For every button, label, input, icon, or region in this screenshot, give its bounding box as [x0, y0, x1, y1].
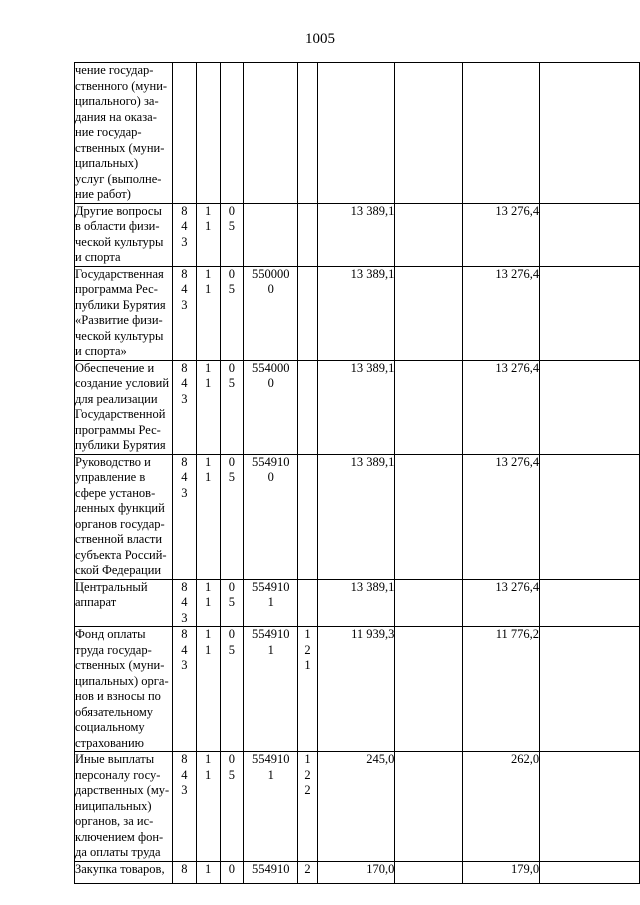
- item-name-line: Руководство и: [75, 454, 151, 469]
- item-name-line: ципальных) орга-: [75, 673, 169, 688]
- section-code-line: 1: [204, 470, 212, 484]
- amount-year-1: 13 389,1: [317, 579, 394, 627]
- amount-year-2: 13 276,4: [462, 579, 539, 627]
- item-name-line: нов и взносы по: [75, 689, 161, 703]
- item-name-line: дания на оказа-: [75, 109, 157, 124]
- subsection-code-line: 0: [228, 579, 236, 594]
- subsection-code-line: 0: [228, 752, 236, 766]
- subsection-code-line: 0: [228, 360, 236, 375]
- ministry-code: [172, 861, 196, 883]
- item-name-line: управление в: [75, 470, 146, 484]
- target-code-line: 554910: [251, 861, 290, 876]
- expense-type-code: [298, 360, 318, 454]
- ministry-code: [172, 627, 196, 752]
- target-code: [244, 627, 298, 752]
- subsection-code: [220, 266, 244, 360]
- item-name-line: ние работ): [75, 187, 131, 201]
- subsection-code: [220, 861, 244, 883]
- amount-year-2: 262,0: [462, 752, 539, 862]
- section-code-line: 1: [204, 579, 212, 594]
- section-code-line: 1: [204, 360, 212, 375]
- amount-year-1: 13 389,1: [317, 360, 394, 454]
- item-name-line: услуг (выполне-: [75, 171, 162, 186]
- amount-year-1: [317, 63, 394, 204]
- item-name-line: дарственных (му-: [75, 783, 170, 797]
- section-code-line: 1: [204, 203, 212, 218]
- section-code: [196, 861, 220, 883]
- subsection-code: [220, 752, 244, 862]
- ministry-code: [172, 579, 196, 627]
- target-code-line: 1: [267, 767, 274, 782]
- ministry-code-line: 8: [181, 203, 188, 218]
- item-name-line: чение государ-: [75, 63, 154, 77]
- subsection-code-line: 5: [228, 470, 236, 484]
- item-name-line: для реализации: [75, 391, 158, 406]
- section-code-line: 1: [204, 376, 212, 390]
- amount-year-1: 13 389,1: [317, 266, 394, 360]
- expense-type-code: [298, 454, 318, 579]
- section-code-line: 1: [204, 861, 212, 876]
- target-code-line: 554000: [251, 360, 290, 375]
- empty-cell: [395, 627, 462, 752]
- ministry-code-line: 8: [181, 360, 188, 375]
- ministry-code-line: 8: [181, 579, 188, 594]
- item-name-line: и спорта: [75, 250, 121, 264]
- item-name-line: ственных (муни-: [75, 140, 165, 155]
- ministry-code: [172, 454, 196, 579]
- empty-cell: [540, 266, 640, 360]
- section-code-line: 1: [204, 767, 212, 782]
- subsection-code-line: 5: [228, 376, 236, 390]
- section-code-line: 1: [204, 752, 212, 766]
- target-code: [244, 861, 298, 883]
- amount-year-2: [462, 63, 539, 204]
- target-code-line: 0: [267, 282, 274, 296]
- item-name-line: Государственная: [75, 266, 164, 281]
- item-name-line: Государственной: [75, 407, 166, 421]
- section-code: [196, 752, 220, 862]
- section-code: [196, 454, 220, 579]
- target-code: [244, 454, 298, 579]
- section-code: [196, 266, 220, 360]
- target-code-line: 554910: [251, 627, 290, 641]
- ministry-code-line: 3: [181, 658, 188, 672]
- subsection-code-line: 5: [228, 767, 236, 782]
- item-name-line: социальному: [75, 720, 145, 734]
- subsection-code-line: 5: [228, 219, 236, 233]
- amount-year-2: 13 276,4: [462, 266, 539, 360]
- section-code: [196, 579, 220, 627]
- empty-cell: [540, 203, 640, 266]
- item-name: [75, 627, 173, 752]
- empty-cell: [395, 63, 462, 204]
- item-name-line: ленных функций: [75, 501, 165, 515]
- section-code: [196, 360, 220, 454]
- item-name-line: создание условий: [75, 376, 170, 390]
- ministry-code-line: 3: [181, 391, 188, 406]
- subsection-code: [220, 579, 244, 627]
- empty-cell: [540, 454, 640, 579]
- item-name-line: ниципальных): [75, 798, 152, 813]
- ministry-code: [172, 63, 196, 204]
- target-code-line: 554910: [251, 454, 290, 469]
- empty-cell: [395, 266, 462, 360]
- ministry-code-line: 3: [181, 610, 188, 625]
- item-name-line: программа Рес-: [75, 282, 158, 296]
- amount-year-1: 245,0: [317, 752, 394, 862]
- target-code: [244, 752, 298, 862]
- ministry-code-line: 8: [181, 752, 188, 766]
- target-code: [244, 63, 298, 204]
- target-code-line: 554910: [251, 579, 290, 594]
- item-name-line: Центральный: [75, 579, 148, 594]
- subsection-code: [220, 203, 244, 266]
- empty-cell: [540, 627, 640, 752]
- ministry-code-line: 4: [181, 470, 188, 484]
- item-name-line: Закупка товаров,: [75, 861, 165, 876]
- table-row: [75, 63, 640, 204]
- target-code: [244, 579, 298, 627]
- item-name-line: Фонд оплаты: [75, 627, 146, 641]
- item-name-line: публики Бурятия: [75, 438, 166, 452]
- item-name: [75, 454, 173, 579]
- empty-cell: [540, 360, 640, 454]
- target-code-line: 1: [267, 595, 274, 609]
- ministry-code-line: 3: [181, 485, 188, 500]
- section-code: [196, 627, 220, 752]
- ministry-code-line: 8: [181, 454, 188, 469]
- table-row: [75, 454, 640, 579]
- item-name-line: персоналу госу-: [75, 767, 161, 782]
- target-code-line: 0: [267, 376, 274, 390]
- item-name: [75, 203, 173, 266]
- item-name-line: в области физи-: [75, 219, 160, 233]
- amount-year-1: 170,0: [317, 861, 394, 883]
- subsection-code: [220, 63, 244, 204]
- expense-type-code-line: 1: [304, 627, 311, 641]
- amount-year-1: 13 389,1: [317, 454, 394, 579]
- target-code: [244, 360, 298, 454]
- subsection-code-line: 5: [228, 642, 236, 657]
- empty-cell: [540, 579, 640, 627]
- table-row: [75, 203, 640, 266]
- ministry-code-line: 4: [181, 282, 188, 296]
- expense-type-code: [298, 579, 318, 627]
- item-name-line: ской Федерации: [75, 563, 162, 577]
- table-row: [75, 360, 640, 454]
- empty-cell: [540, 752, 640, 862]
- item-name-line: труда государ-: [75, 642, 152, 657]
- item-name-line: ственных (муни-: [75, 658, 165, 672]
- ministry-code: [172, 360, 196, 454]
- target-code-line: 550000: [251, 266, 290, 281]
- ministry-code: [172, 203, 196, 266]
- item-name-line: «Развитие физи-: [75, 313, 163, 327]
- item-name: [75, 360, 173, 454]
- subsection-code-line: 0: [228, 454, 236, 469]
- expense-type-code-line: 1: [304, 658, 311, 672]
- ministry-code-line: 3: [181, 234, 188, 249]
- section-code-line: 1: [204, 266, 212, 281]
- item-name-line: ципального) за-: [75, 94, 159, 108]
- subsection-code: [220, 454, 244, 579]
- subsection-code-line: 5: [228, 282, 236, 296]
- item-name-line: и спорта»: [75, 344, 127, 358]
- amount-year-2: 13 276,4: [462, 203, 539, 266]
- subsection-code: [220, 360, 244, 454]
- item-name-line: органов, за ис-: [75, 814, 154, 828]
- ministry-code-line: 3: [181, 783, 188, 797]
- item-name: [75, 752, 173, 862]
- target-code-line: 0: [267, 470, 274, 484]
- ministry-code: [172, 266, 196, 360]
- expense-type-code: [298, 861, 318, 883]
- item-name: [75, 63, 173, 204]
- amount-year-1: 11 939,3: [317, 627, 394, 752]
- item-name-line: ческой культуры: [75, 234, 164, 249]
- item-name-line: органов государ-: [75, 516, 165, 531]
- empty-cell: [395, 360, 462, 454]
- amount-year-2: 13 276,4: [462, 454, 539, 579]
- expense-type-code-line: 1: [304, 752, 311, 766]
- ministry-code-line: 4: [181, 219, 188, 233]
- amount-year-2: 179,0: [462, 861, 539, 883]
- ministry-code-line: 4: [181, 376, 188, 390]
- section-code-line: 1: [204, 219, 212, 233]
- target-code-line: 1: [267, 642, 274, 657]
- target-code-line: 554910: [251, 752, 290, 766]
- empty-cell: [395, 752, 462, 862]
- item-name-line: субъекта Россий-: [75, 547, 167, 562]
- table-row: [75, 752, 640, 862]
- item-name-line: да оплаты труда: [75, 845, 161, 859]
- section-code-line: 1: [204, 595, 212, 609]
- item-name-line: ципальных): [75, 156, 139, 170]
- section-code: [196, 203, 220, 266]
- subsection-code-line: 0: [228, 266, 236, 281]
- section-code: [196, 63, 220, 204]
- expense-type-code-line: 2: [304, 642, 311, 657]
- empty-cell: [395, 203, 462, 266]
- subsection-code: [220, 627, 244, 752]
- expense-type-code: [298, 203, 318, 266]
- expense-type-code-line: 2: [304, 767, 311, 782]
- table-row: [75, 861, 640, 883]
- item-name-line: Обеспечение и: [75, 360, 155, 375]
- target-code: [244, 266, 298, 360]
- ministry-code-line: 8: [181, 627, 188, 641]
- item-name-line: Другие вопросы: [75, 203, 162, 218]
- ministry-code-line: 8: [181, 861, 188, 876]
- ministry-code-line: 8: [181, 266, 188, 281]
- ministry-code: [172, 752, 196, 862]
- empty-cell: [395, 861, 462, 883]
- expense-type-code: [298, 752, 318, 862]
- ministry-code-line: 4: [181, 595, 188, 609]
- expense-type-code-line: 2: [304, 861, 311, 876]
- item-name: [75, 861, 173, 883]
- item-name-line: программы Рес-: [75, 422, 161, 437]
- subsection-code-line: 0: [228, 861, 236, 876]
- item-name-line: ние государ-: [75, 125, 142, 139]
- item-name-line: ческой культуры: [75, 328, 164, 343]
- section-code-line: 1: [204, 627, 212, 641]
- subsection-code-line: 0: [228, 203, 236, 218]
- item-name-line: страхованию: [75, 735, 144, 750]
- item-name-line: сфере установ-: [75, 485, 156, 500]
- item-name-line: ственного (муни-: [75, 78, 168, 93]
- empty-cell: [540, 861, 640, 883]
- amount-year-2: 11 776,2: [462, 627, 539, 752]
- section-code-line: 1: [204, 642, 212, 657]
- table-row: [75, 579, 640, 627]
- ministry-code-line: 3: [181, 297, 188, 312]
- section-code-line: 1: [204, 454, 212, 469]
- ministry-code-line: 4: [181, 642, 188, 657]
- amount-year-2: 13 276,4: [462, 360, 539, 454]
- empty-cell: [395, 454, 462, 579]
- item-name: [75, 266, 173, 360]
- page-number: 1005: [305, 31, 335, 47]
- empty-cell: [540, 63, 640, 204]
- budget-table: [74, 62, 640, 884]
- item-name-line: обязательному: [75, 704, 154, 719]
- item-name-line: публики Бурятия: [75, 297, 166, 312]
- expense-type-code: [298, 627, 318, 752]
- expense-type-code: [298, 266, 318, 360]
- subsection-code-line: 5: [228, 595, 236, 609]
- subsection-code-line: 0: [228, 627, 236, 641]
- expense-type-code-line: 2: [304, 783, 311, 797]
- item-name-line: ключением фон-: [75, 829, 164, 844]
- item-name-line: Иные выплаты: [75, 752, 155, 766]
- table-row: [75, 627, 640, 752]
- item-name-line: ственной власти: [75, 532, 163, 546]
- table-row: [75, 266, 640, 360]
- amount-year-1: 13 389,1: [317, 203, 394, 266]
- empty-cell: [395, 579, 462, 627]
- section-code-line: 1: [204, 282, 212, 296]
- item-name: [75, 579, 173, 627]
- ministry-code-line: 4: [181, 767, 188, 782]
- expense-type-code: [298, 63, 318, 204]
- item-name-line: аппарат: [75, 595, 117, 609]
- target-code: [244, 203, 298, 266]
